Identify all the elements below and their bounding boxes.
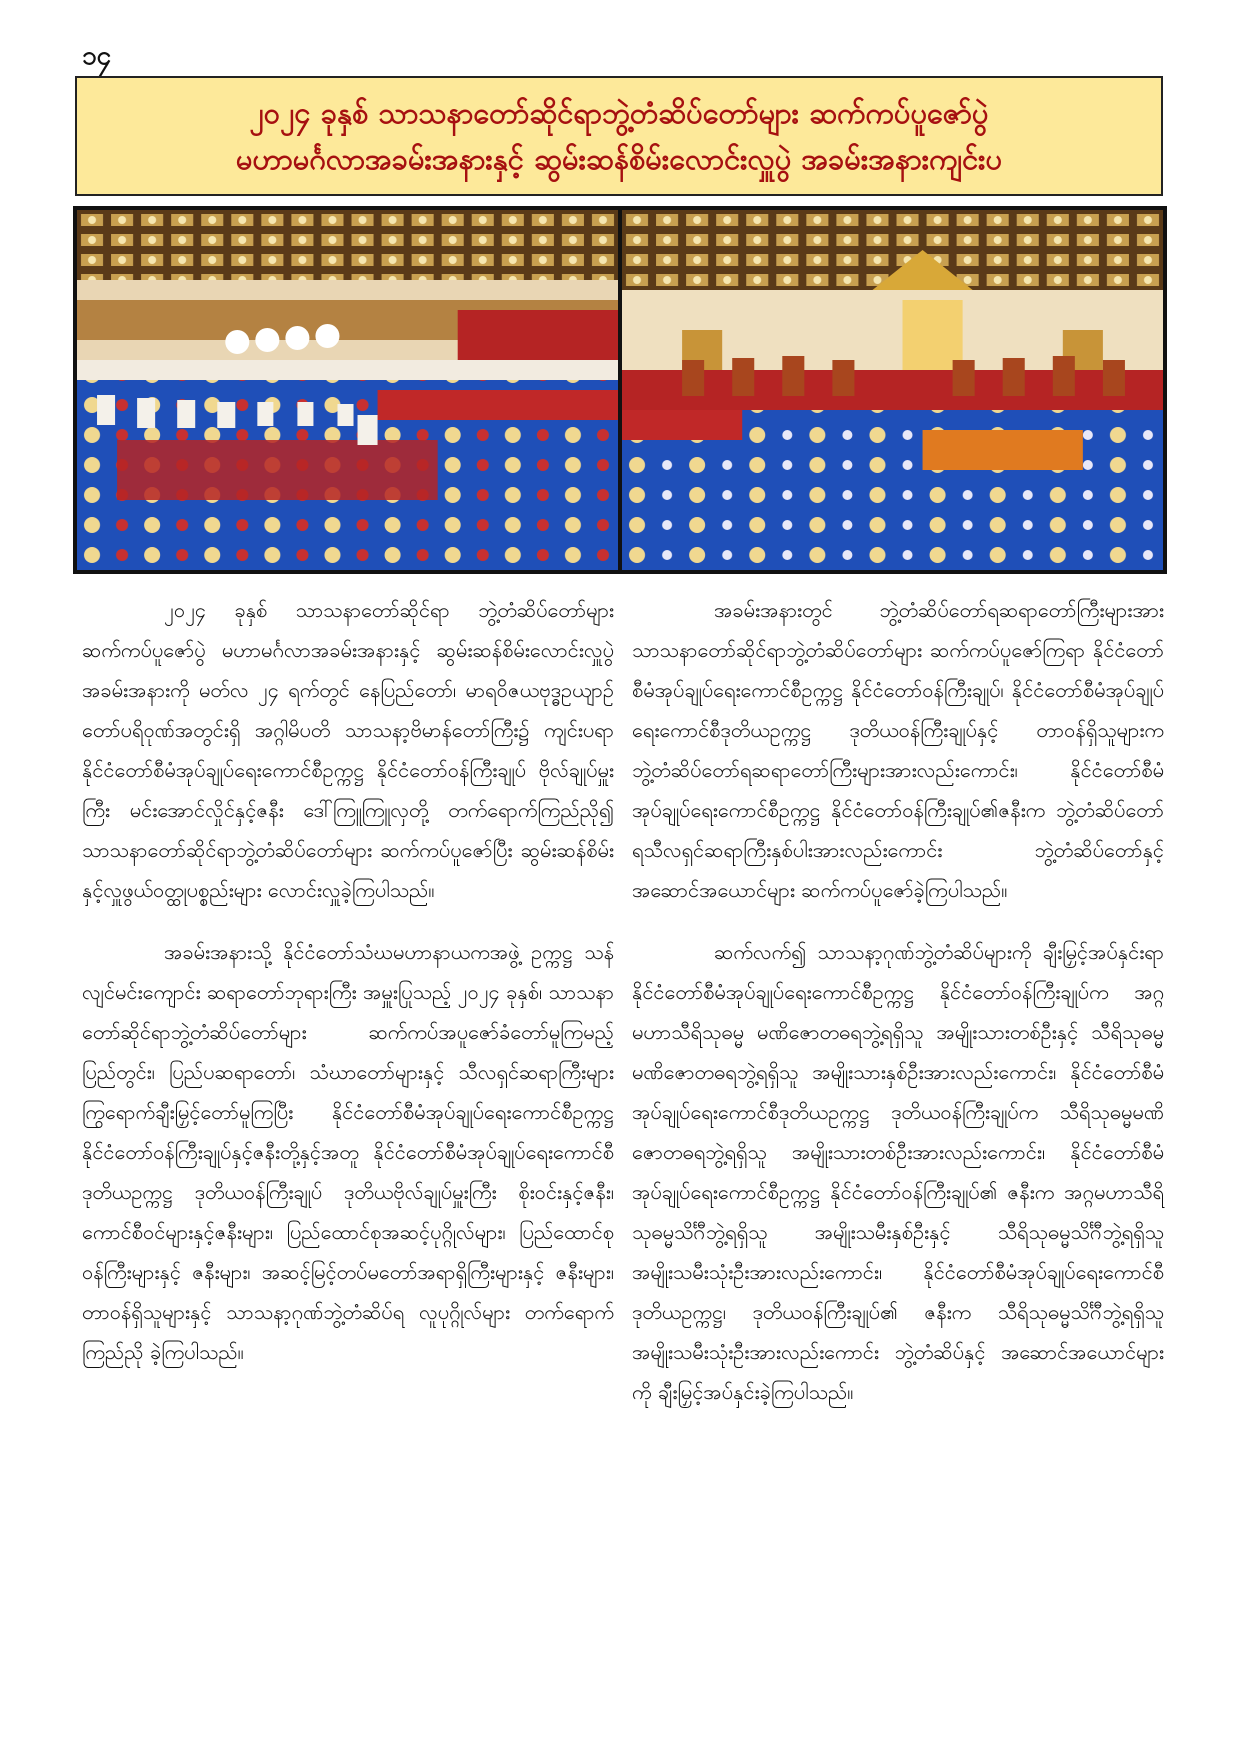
- article-column-right: [632, 590, 1164, 1434]
- article-paragraph: အခမ်းအနားသို့ နိုင်ငံတော်သံဃမဟာနာယကအဖွဲ့ ဥက္ကဋ္ဌ သန်လျင်မင်းကျောင်း ဆရာတော်ဘုရားကြီး အမှူးပြုသည့် ၂၀၂၄ ခုနှစ်၊ သာသနာတော်ဆိုင်ရာဘွဲ့တံဆိပ်တော်များ ဆက်ကပ်အပူဇော်ခံတော်မူကြမည့် ပြည်တွင်း၊ ပြည်ပဆရာတော်၊ သံဃာတော်များနှင့် သီလရှင်ဆရာကြီးများ ကြွရောက်ချီးမြှင့်တော်မူကြပြီး နိုင်ငံတော်စီမံအုပ်ချုပ်ရေးကောင်စီဥက္ကဋ္ဌ နိုင်ငံတော်ဝန်ကြီးချုပ်နှင့်ဇနီးတို့နှင့်အတူ နိုင်ငံတော်စီမံအုပ်ချုပ်ရေးကောင်စီဒုတိယဥက္ကဋ္ဌ ဒုတိယဝန်ကြီးချုပ် ဒုတိယဗိုလ်ချုပ်မှူးကြီး စိုးဝင်းနှင့်ဇနီး၊ ကောင်စီဝင်များနှင့်ဇနီးများ၊ ပြည်ထောင်စုအဆင့်ပုဂ္ဂိုလ်များ၊ ပြည်ထောင်စုဝန်ကြီးများနှင့် ဇနီးများ၊ အဆင့်မြင့်တပ်မတော်အရာရှိကြီးများနှင့် ဇနီးများ၊ တာဝန်ရှိသူများနှင့် သာသနာ့ဂုဏ်ဘွဲ့တံဆိပ်ရ လူပုဂ္ဂိုလ်များ တက်ရောက်ကြည်ညို ခဲ့ကြပါသည်။: [82, 940, 614, 1364]
- photo-audience-hall: [77, 210, 618, 570]
- headline-line-2: မဟာမင်္ဂလာအခမ်းအနားနှင့် ဆွမ်းဆန်စိမ်းလောင်းလှူပွဲ အခမ်းအနားကျင်းပ: [235, 142, 1003, 176]
- photo-frame: [73, 206, 1167, 574]
- article-paragraph: ၂၀၂၄ ခုနှစ် သာသနာတော်ဆိုင်ရာ ဘွဲ့တံဆိပ်တော်များ ဆက်ကပ်ပူဇော်ပွဲ မဟာမင်္ဂလာအခမ်းအနားနှင့် ဆွမ်းဆန်စိမ်းလောင်းလှူပွဲအခမ်းအနားကို မတ်လ ၂၄ ရက်တွင် နေပြည်တော်၊ မာရဝိဇယဗုဒ္ဓဥယျာဉ်တော်ပရိဝုဏ်အတွင်းရှိ အဂ္ဂါမိပတိ သာသနာ့ဗိမာန်တော်ကြီး၌ ကျင်းပရာ နိုင်ငံတော်စီမံအုပ်ချုပ်ရေးကောင်စီဥက္ကဋ္ဌ နိုင်ငံတော်ဝန်ကြီးချုပ် ဗိုလ်ချုပ်မှူးကြီး မင်းအောင်လှိုင်နှင့်ဇနီး ဒေါ်ကြူကြူလှတို့ တက်ရောက်ကြည်ညို၍ သာသနာတော်ဆိုင်ရာဘွဲ့တံဆိပ်တော်များ ဆက်ကပ်ပူဇော်ပြီး ဆွမ်းဆန်စိမ်းနှင့်လှူဖွယ်ဝတ္ထုပစ္စည်းများ လောင်းလှူခဲ့ကြပါသည်။: [82, 598, 614, 902]
- page-number: ၁၄: [82, 41, 112, 71]
- hall-monks-illustration: [622, 210, 1163, 570]
- article-paragraph: ဆက်လက်၍ သာသနာ့ဂုဏ်ဘွဲ့တံဆိပ်များကို ချီးမြှင့်အပ်နှင်းရာ နိုင်ငံတော်စီမံအုပ်ချုပ်ရေးကောင်စီဥက္ကဋ္ဌ နိုင်ငံတော်ဝန်ကြီးချုပ်က အဂ္ဂမဟာသီရိသုဓမ္မ မဏိဇောတဓရဘွဲ့ရရှိသူ အမျိုးသားတစ်ဦးနှင့် သီရိသုဓမ္မမဏိဇောတဓရဘွဲ့ရရှိသူ အမျိုးသားနှစ်ဦးအားလည်းကောင်း၊ နိုင်ငံတော်စီမံအုပ်ချုပ်ရေးကောင်စီဒုတိယဥက္ကဋ္ဌ ဒုတိယဝန်ကြီးချုပ်က သီရိသုဓမ္မမဏိဇောတဓရဘွဲ့ရရှိသူ အမျိုးသားတစ်ဦးအားလည်းကောင်း၊ နိုင်ငံတော်စီမံအုပ်ချုပ်ရေးကောင်စီဥက္ကဋ္ဌ နိုင်ငံတော်ဝန်ကြီးချုပ်၏ ဇနီးက အဂ္ဂမဟာသီရိသုဓမ္မသိင်္ဂီဘွဲ့ရရှိသူ အမျိုးသမီးနှစ်ဦးနှင့် သီရိသုဓမ္မသိင်္ဂီဘွဲ့ရရှိသူ အမျိုးသမီးသုံးဦးအားလည်းကောင်း၊ နိုင်ငံတော်စီမံအုပ်ချုပ်ရေးကောင်စီဒုတိယဥက္ကဋ္ဌ၊ ဒုတိယဝန်ကြီးချုပ်၏ ဇနီးက သီရိသုဓမ္မသိင်္ဂီဘွဲ့ရရှိသူ အမျိုးသမီးသုံးဦးအားလည်းကောင်း ဘွဲ့တံဆိပ်နှင့် အဆောင်အယောင်များကို ချီးမြှင့်အပ်နှင်းခဲ့ကြပါသည်။: [632, 940, 1164, 1404]
- article-paragraph: အခမ်းအနားတွင် ဘွဲ့တံဆိပ်တော်ရဆရာတော်ကြီးများအား သာသနာတော်ဆိုင်ရာဘွဲ့တံဆိပ်တော်များ ဆက်ကပ်ပူဇော်ကြရာ နိုင်ငံတော်စီမံအုပ်ချုပ်ရေးကောင်စီဥက္ကဋ္ဌ နိုင်ငံတော်ဝန်ကြီးချုပ်၊ နိုင်ငံတော်စီမံအုပ်ချုပ်ရေးကောင်စီဒုတိယဥက္ကဋ္ဌ ဒုတိယဝန်ကြီးချုပ်နှင့် တာဝန်ရှိသူများက ဘွဲ့တံဆိပ်တော်ရဆရာတော်ကြီးများအားလည်းကောင်း၊ နိုင်ငံတော်စီမံအုပ်ချုပ်ရေးကောင်စီဥက္ကဋ္ဌ နိုင်ငံတော်ဝန်ကြီးချုပ်၏ဇနီးက ဘွဲ့တံဆိပ်တော်ရသီလရှင်ဆရာကြီးနှစ်ပါးအားလည်းကောင်း ဘွဲ့တံဆိပ်တော်နှင့် အဆောင်အယောင်များ ဆက်ကပ်ပူဇော်ခဲ့ကြပါသည်။: [632, 598, 1164, 902]
- photo-monks-hall: [622, 210, 1163, 570]
- headline-box: [75, 76, 1163, 196]
- article-column-left: [82, 590, 614, 1394]
- headline-line-1: ၂၀၂၄ ခုနှစ် သာသနာတော်ဆိုင်ရာဘွဲ့တံဆိပ်တော်များ ဆက်ကပ်ပူဇော်ပွဲ: [249, 96, 989, 130]
- hall-audience-illustration: [77, 210, 618, 570]
